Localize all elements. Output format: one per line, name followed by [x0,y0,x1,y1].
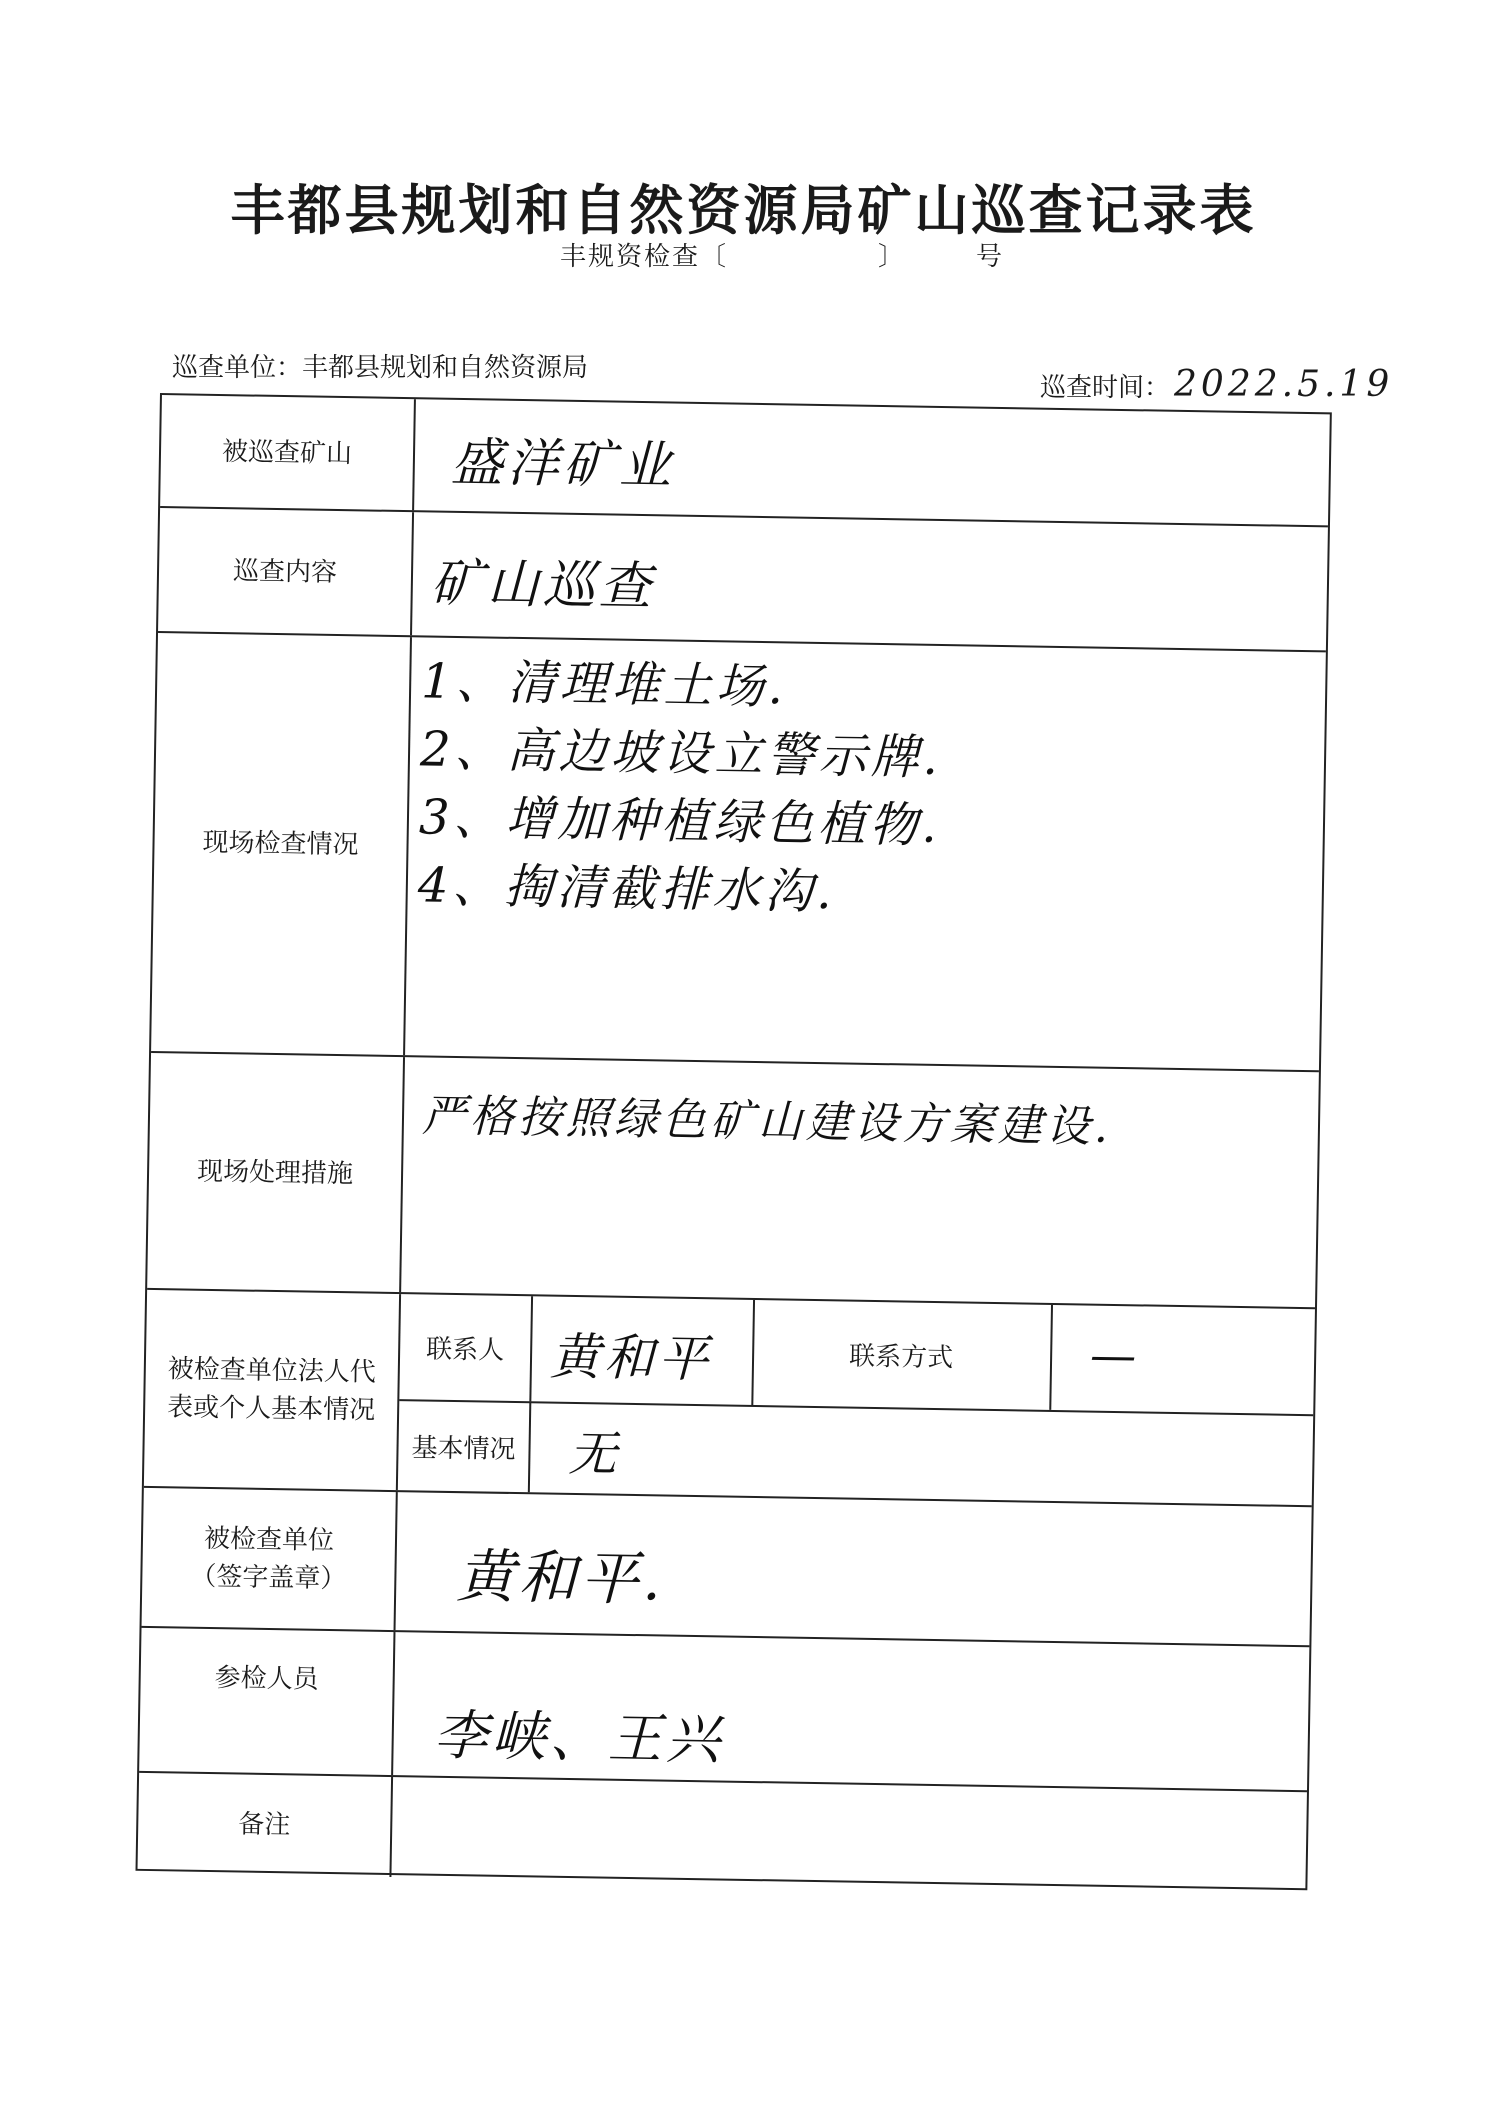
row-mine [160,395,1330,527]
contact-value: 黄和平 [549,1327,713,1389]
row-inspection [151,633,1326,1072]
row-content [158,508,1328,652]
inspection-items [417,647,943,928]
basic-value: 无 [568,1425,621,1483]
document-number-close: 〕 [878,242,907,272]
staff-value: 李峡、王兴 [433,1703,725,1772]
mine-label: 被巡查矿山 [160,395,416,510]
row-remark [137,1773,1306,1892]
row-representative [144,1290,1315,1507]
signature-label [142,1488,398,1630]
measures-value: 严格按照绿色矿山建设方案建设. [421,1090,1113,1153]
contact-method-label: 联系方式 [848,1341,954,1374]
inspection-form [135,393,1331,1890]
signature-label-line1: 被检查单位 [203,1523,335,1557]
representative-grid [398,1294,1315,1505]
staff-label: 参检人员 [139,1628,395,1775]
representative-label-line2: 表或个人基本情况 [166,1392,376,1426]
document-title: 丰都县规划和自然资源局矿山巡查记录表 [230,178,1257,242]
document-number-suffix: 号 [976,242,1005,272]
row-signature [142,1488,1312,1647]
inspection-item: 1、清理堆土场. [420,653,788,716]
representative-label [144,1290,401,1490]
inspection-unit: 巡查单位：丰都县规划和自然资源局 [172,353,589,383]
signature-value: 黄和平. [455,1542,666,1614]
contact-method-value: — [1089,1327,1141,1383]
row-measures [147,1053,1319,1309]
document-number [560,236,1004,273]
content-value: 矿山巡查 [430,553,656,618]
inspection-label: 现场检查情况 [151,633,412,1055]
contact-label: 联系人 [425,1334,505,1366]
inspection-time-label: 巡查时间： [1040,373,1171,403]
mine-value: 盛洋矿业 [450,432,676,497]
inspection-item: 4、掏清截排水沟. [417,857,837,921]
measures-label: 现场处理措施 [147,1053,405,1292]
basic-label: 基本情况 [411,1433,516,1466]
content-label: 巡查内容 [158,508,414,635]
signature-label-line2: （签字盖章） [190,1561,347,1595]
inspection-item: 2、高边坡设立警示牌. [419,721,943,787]
inspection-time-value: 2022.5.19 [1174,364,1394,405]
remark-label: 备注 [137,1773,393,1877]
inspection-item: 3、增加种植绿色植物. [418,789,942,855]
row-staff [139,1628,1309,1792]
inspection-time [1040,364,1393,405]
remark-value-area [391,1777,1307,1892]
representative-label-line1: 被检查单位法人代 [167,1354,377,1388]
document-number-prefix: 丰规资检查〔 [560,242,729,272]
